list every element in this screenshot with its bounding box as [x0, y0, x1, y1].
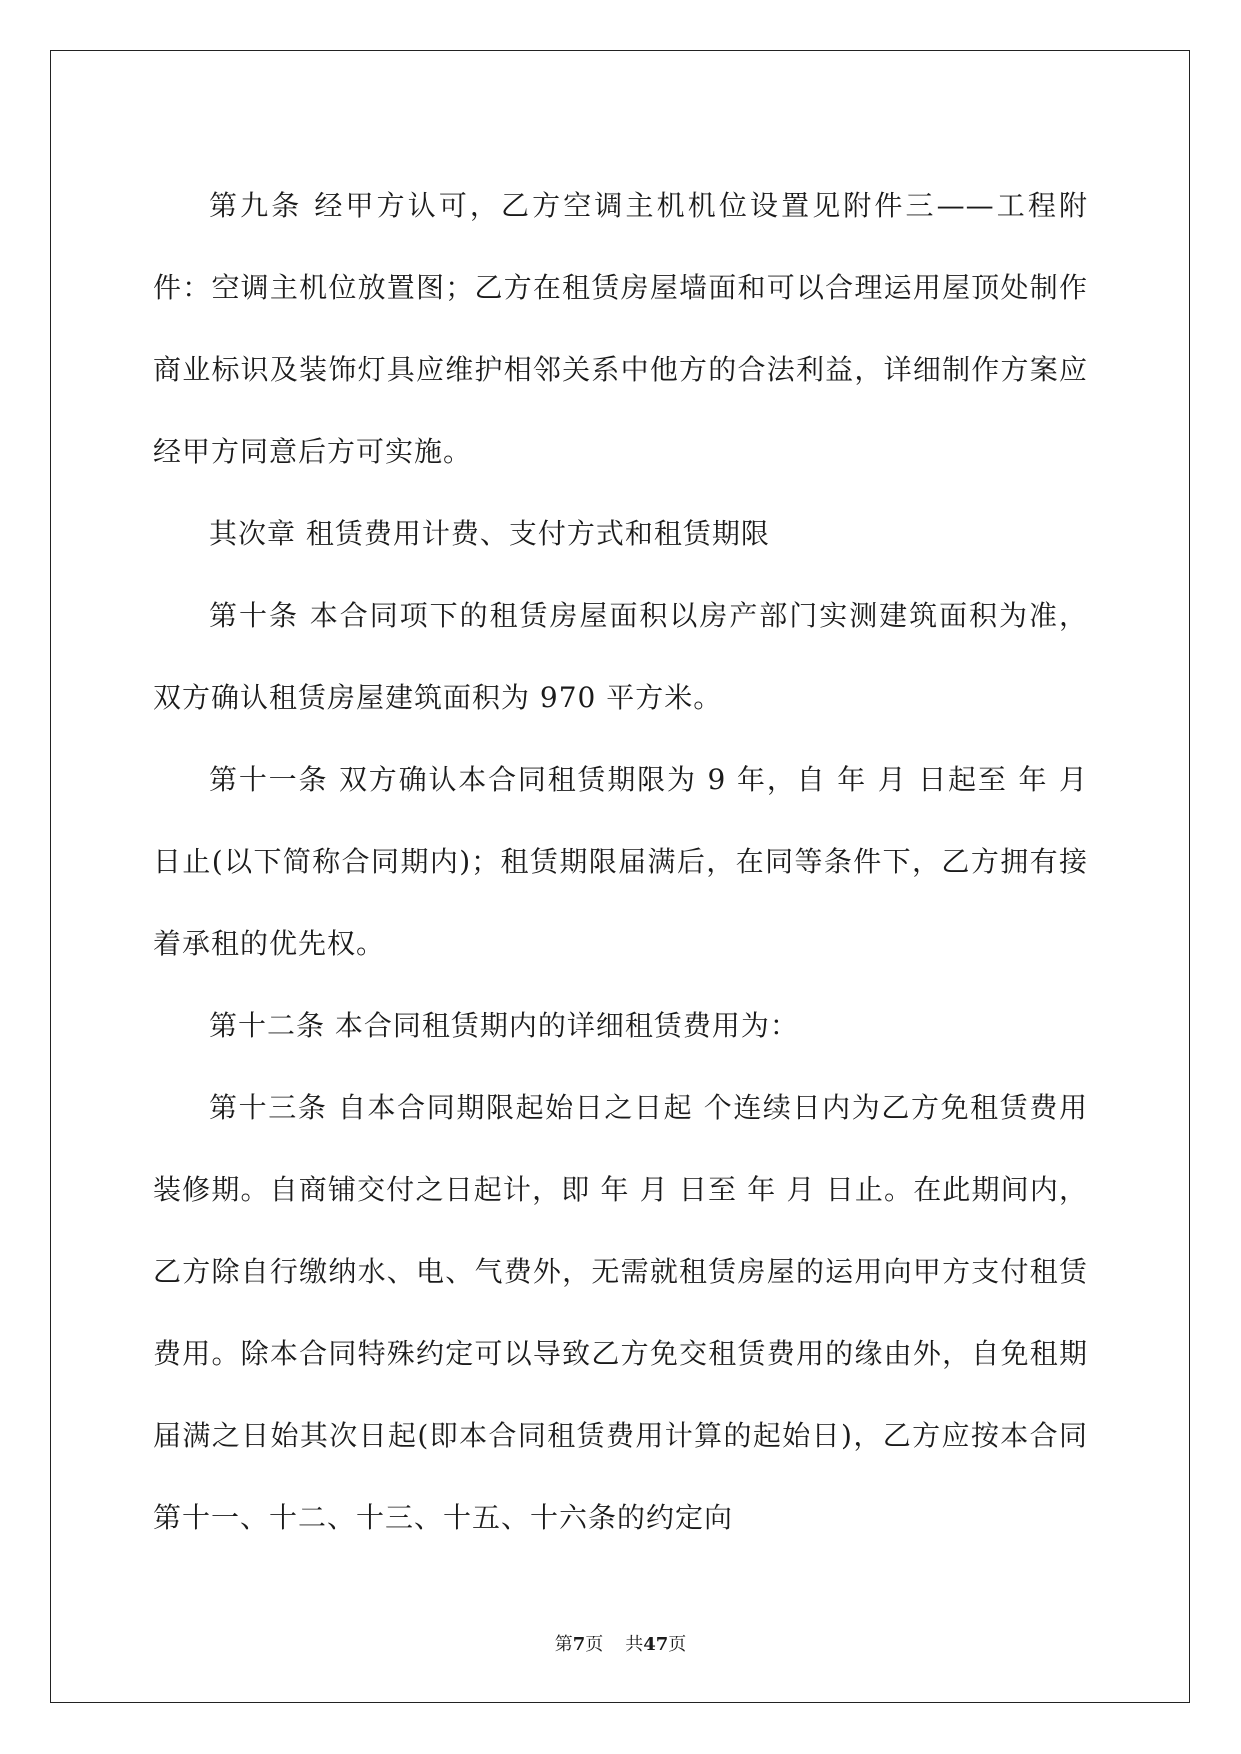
- paragraph-article-10: 第十条 本合同项下的租赁房屋面积以房产部门实测建筑面积为准，双方确认租赁房屋建筑面积为 970 平方米。: [153, 599, 1088, 714]
- page-suffix: 页: [585, 1634, 604, 1655]
- page-number: 7: [572, 1634, 586, 1655]
- page-footer: [0, 1630, 1241, 1656]
- paragraph-article-12: 第十二条 本合同租赁期内的详细租赁费用为：: [209, 1009, 799, 1042]
- total-prefix: 共: [625, 1634, 644, 1655]
- paragraph-article-11: 第十一条 双方确认本合同租赁期限为 9 年，自 年 月 日起至 年 月 日止(以下简称合同期内)；租赁期限届满后，在同等条件下，乙方拥有接着承租的优先权。: [153, 763, 1088, 960]
- page-prefix: 第: [554, 1634, 573, 1655]
- document-body: [153, 165, 1088, 1559]
- total-suffix: 页: [668, 1634, 687, 1655]
- total-pages: 47: [643, 1634, 669, 1655]
- chapter-heading: 其次章 租赁费用计费、支付方式和租赁期限: [209, 517, 770, 550]
- paragraph-article-13: 第十三条 自本合同期限起始日之日起 个连续日内为乙方免租赁费用装修期。自商铺交付之日起计，即 年 月 日至 年 月 日止。在此期间内，乙方除自行缴纳水、电、气费外，无需就租赁房屋的运用向甲方支付租赁费用。除本合同特殊约定可以导致乙方免交租赁费用的缘由外，自免租期届满之日始其次日起(即本合同租赁费用计算的起始日)，乙方应按本合同第十一、十二、十三、十五、十六条的约定向: [153, 1091, 1088, 1534]
- paragraph-article-9: 第九条 经甲方认可，乙方空调主机机位设置见附件三——工程附件：空调主机位放置图；乙方在租赁房屋墙面和可以合理运用屋顶处制作商业标识及装饰灯具应维护相邻关系中他方的合法利益，详细制作方案应经甲方同意后方可实施。: [153, 189, 1088, 468]
